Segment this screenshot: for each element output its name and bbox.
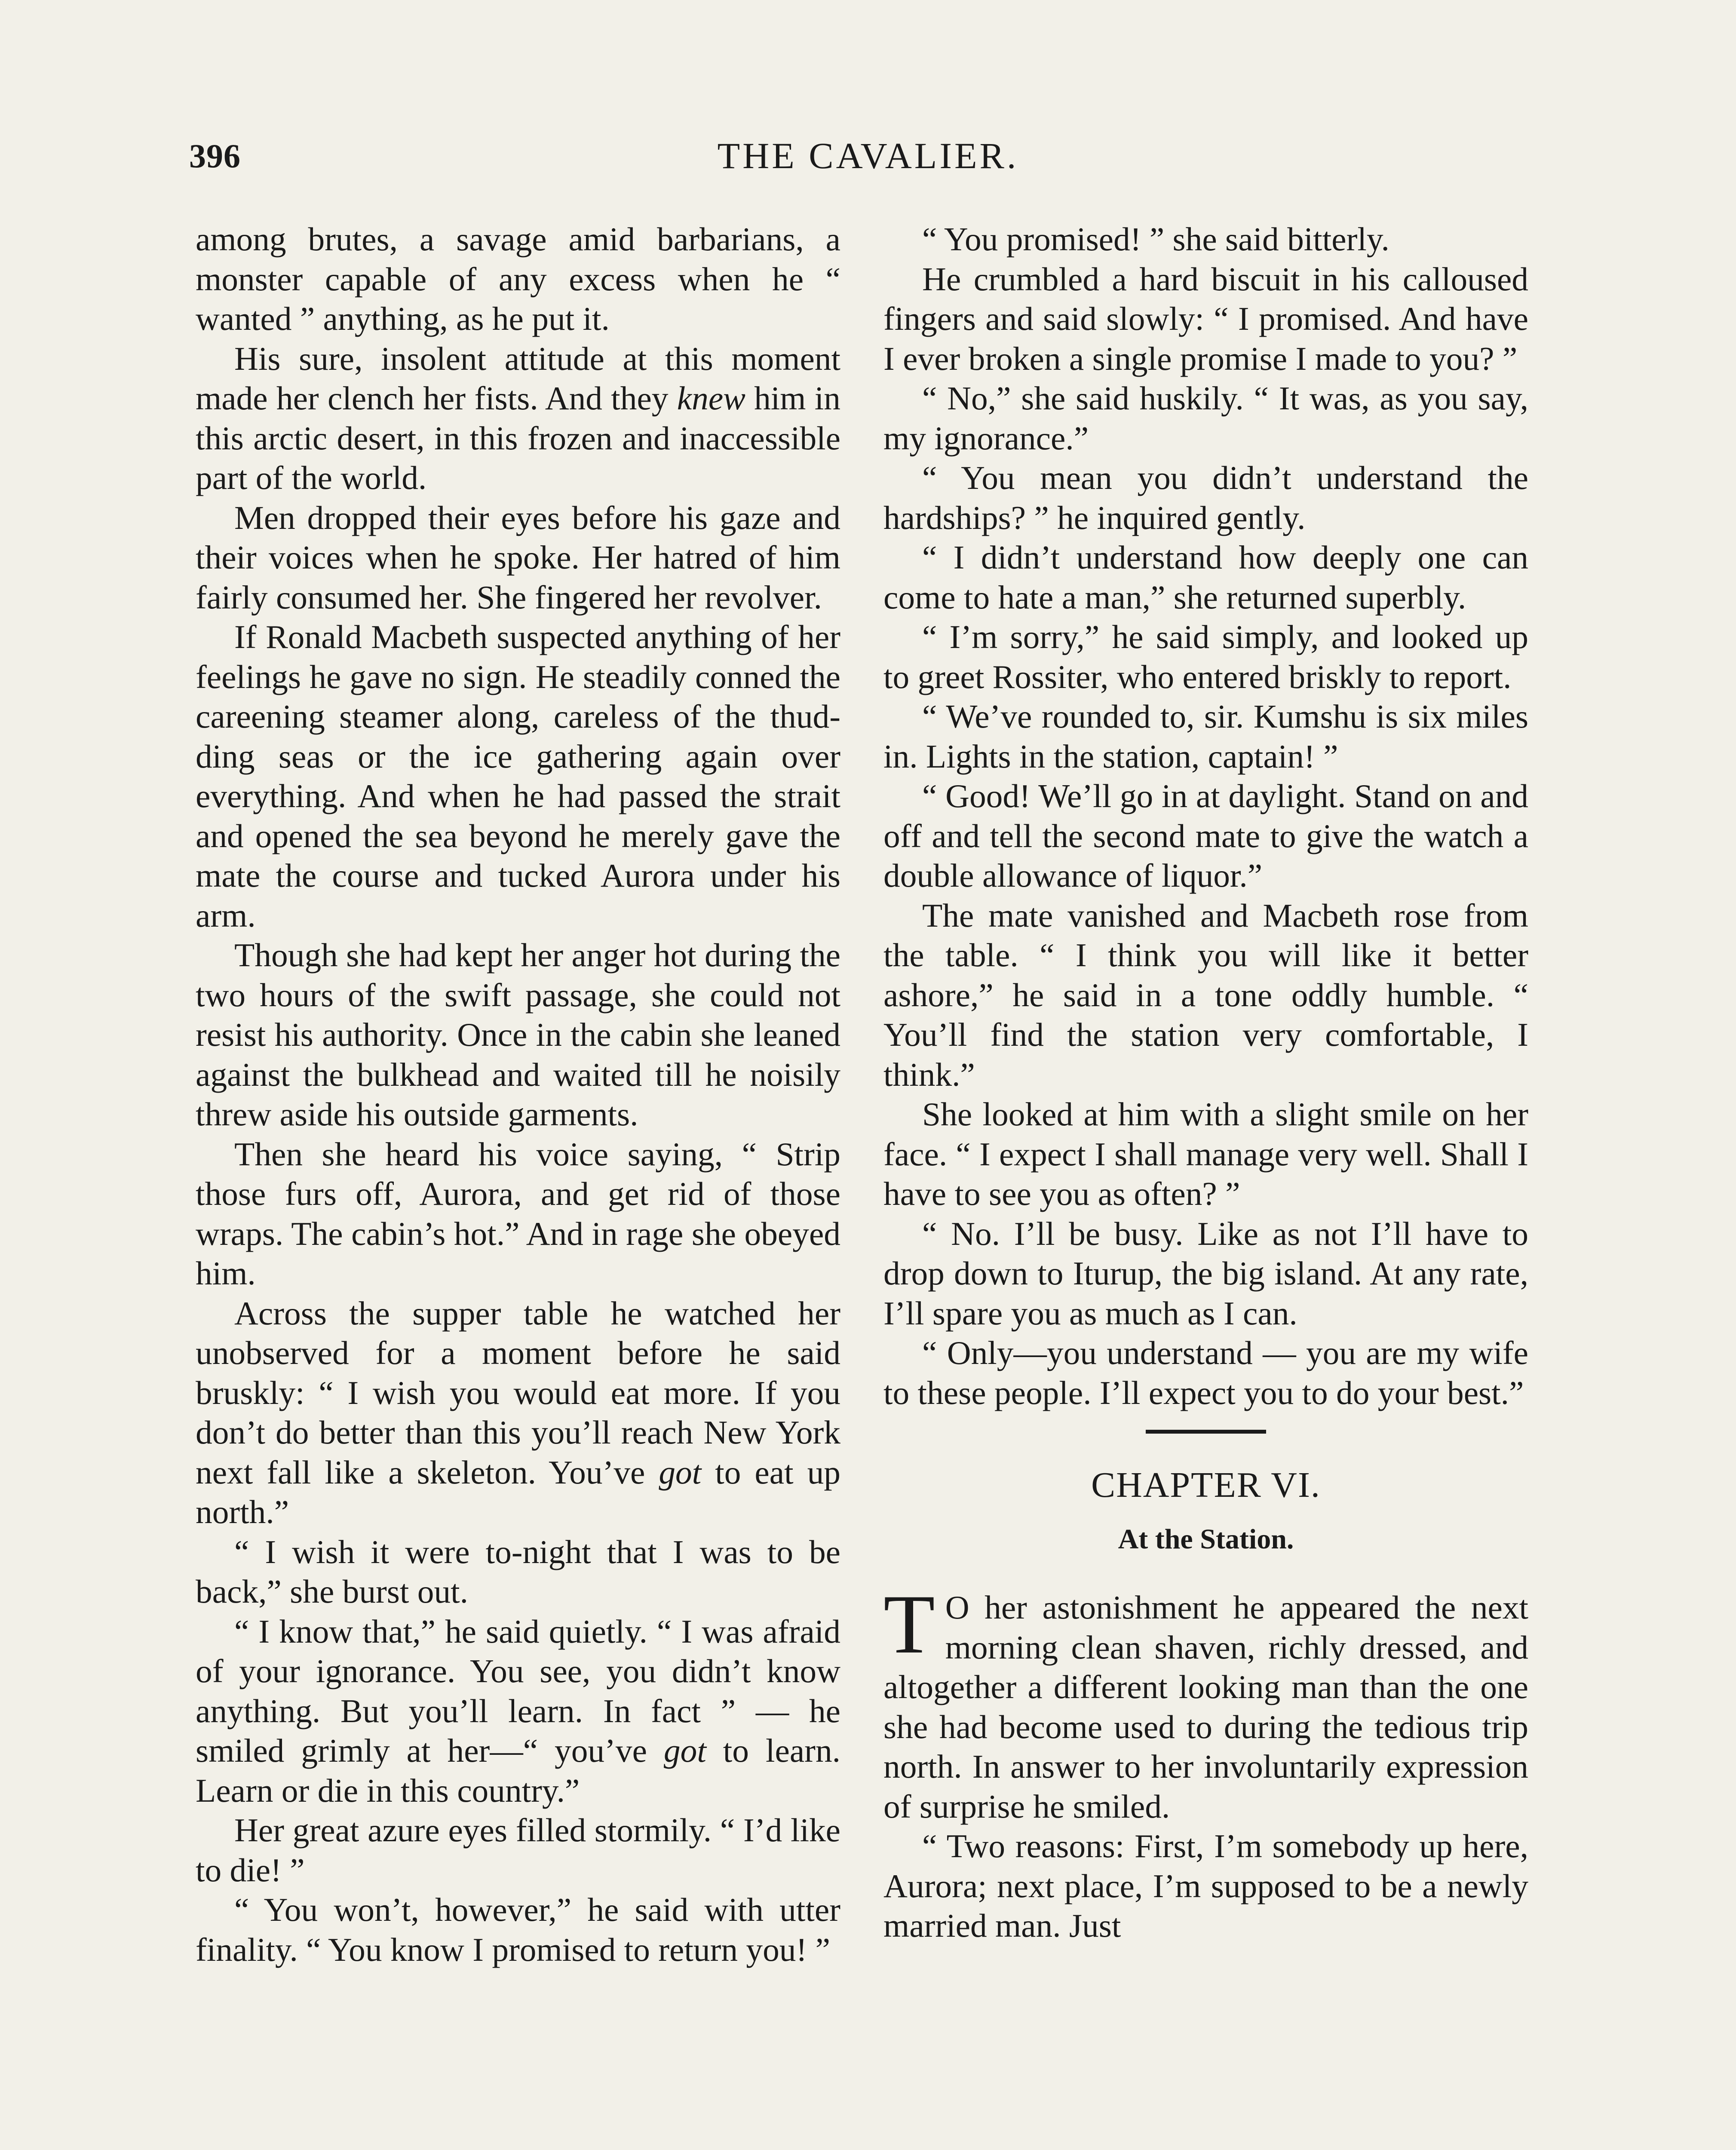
paragraph: “ You mean you didn’t understand the hardships? ” he inquired gently. xyxy=(883,459,1528,536)
emphasis: got xyxy=(659,1453,702,1491)
paragraph: “ No. I’ll be busy. Like as not I’ll have to drop down to Iturup, the big island. At any rate, I’ll spare you as much as I can. xyxy=(883,1215,1528,1332)
paragraph: If Ronald Macbeth suspected anything of her feelings he gave no sign. He steadily conned the careening steamer along, careless of the thudding seas or the ice gathering again over everything. And when he had passed the strait and opened the sea beyond he merely gave the mate the course and tucked Aurora under his arm. xyxy=(196,618,840,934)
paragraph: “ I know that,” he said quietly. “ I was afraid of your ignorance. You see, you didn’t know anything. But you’ll learn. In fact ” — he smiled grimly at her—“ you’ve got to learn. Learn or die in this country.” xyxy=(196,1612,840,1809)
paragraph: “ I’m sorry,” he said simply, and looked up to greet Rossiter, who entered briskly to report. xyxy=(883,618,1528,695)
paragraph: Her great azure eyes filled stormily. “ I’d like to die! ” xyxy=(196,1812,840,1889)
paragraph: Though she had kept her anger hot during the two hours of the swift passage, she could not resist his authority. Once in the cabin she leaned against the bulkhead and waited till he noisily threw aside his outside garments. xyxy=(196,937,840,1133)
paragraph: “ You won’t, however,” he said with utter finality. “ You know I promised to return you! ” xyxy=(196,1891,840,1968)
paragraph: She looked at him with a slight smile on her face. “ I expect I shall manage very well. Shall I have to see you as often? ” xyxy=(883,1096,1528,1212)
paragraph: His sure, insolent attitude at this moment made her clench her fists. And they knew him in this arctic desert, in this frozen and inaccessible part of the world. xyxy=(196,340,840,496)
paragraph: Men dropped their eyes before his gaze and their voices when he spoke. Her hatred of him fairly consumed her. She fingered her revolver. xyxy=(196,499,840,616)
paragraph: The mate vanished and Macbeth rose from the table. “ I think you will like it better ashore,” he said in a tone oddly humble. “ You’ll find the station very comfortable, I think.” xyxy=(883,897,1528,1093)
page-number: 396 xyxy=(189,137,241,175)
running-head: THE CAVALIER. xyxy=(717,135,1019,176)
right-column xyxy=(883,219,1528,1946)
paragraph: “ You promised! ” she said bitterly. xyxy=(922,221,1389,258)
paragraph: “ Two reasons: First, I’m somebody up here, Aurora; next place, I’m supposed to be a newly married man. Just xyxy=(883,1828,1528,1944)
paragraph: He crumbled a hard biscuit in his calloused fingers and said slowly: “ I promised. And have I ever broken a single promise I made to you? ” xyxy=(883,260,1528,377)
emphasis: knew xyxy=(677,380,745,417)
paragraph: among brutes, a savage amid barbarians, a monster capable of any excess when he “ wanted ” anything, as he put it. xyxy=(196,221,840,337)
paragraph: Then she heard his voice saying, “ Strip those furs off, Aurora, and get rid of those wraps. The cabin’s hot.” And in rage she obeyed him. xyxy=(196,1135,840,1292)
paragraph: “ Only—you understand — you are my wife to these people. I’ll expect you to do your best.” xyxy=(883,1334,1528,1411)
paragraph: “ I didn’t understand how deeply one can come to hate a man,” she returned superbly. xyxy=(883,539,1528,616)
paragraph: “ I wish it were to-night that I was to be back,” she burst out. xyxy=(196,1533,840,1610)
paragraph: “ We’ve rounded to, sir. Kumshu is six miles in. Lights in the station, captain! ” xyxy=(883,698,1528,775)
drop-cap: T xyxy=(883,1578,935,1671)
chapter-title: CHAPTER VI. xyxy=(1091,1465,1321,1505)
chapter-divider xyxy=(1146,1430,1266,1434)
chapter-subtitle: At the Station. xyxy=(1118,1523,1294,1555)
left-column xyxy=(196,219,840,1969)
paragraph: “ Good! We’ll go in at daylight. Stand on and off and tell the second mate to give the watch a double allowance of liquor.” xyxy=(883,777,1528,894)
emphasis: got xyxy=(663,1732,706,1769)
paragraph: “ No,” she said huskily. “ It was, as you say, my ignorance.” xyxy=(883,380,1528,457)
paragraph: Across the supper table he watched her unobserved for a moment before he said bruskly: “ I wish you would eat more. If you don’t do better than this you’ll reach New York next fall like a skeleton. You’ve got to eat up north.” xyxy=(196,1294,840,1530)
paragraph: T O her astonishment he appeared the next morning clean shaven, richly dressed, and altogether a different looking man than the one she had become used to during the tedious trip north. In answer to her involuntarily expression of surprise he smiled. xyxy=(883,1578,1528,1825)
